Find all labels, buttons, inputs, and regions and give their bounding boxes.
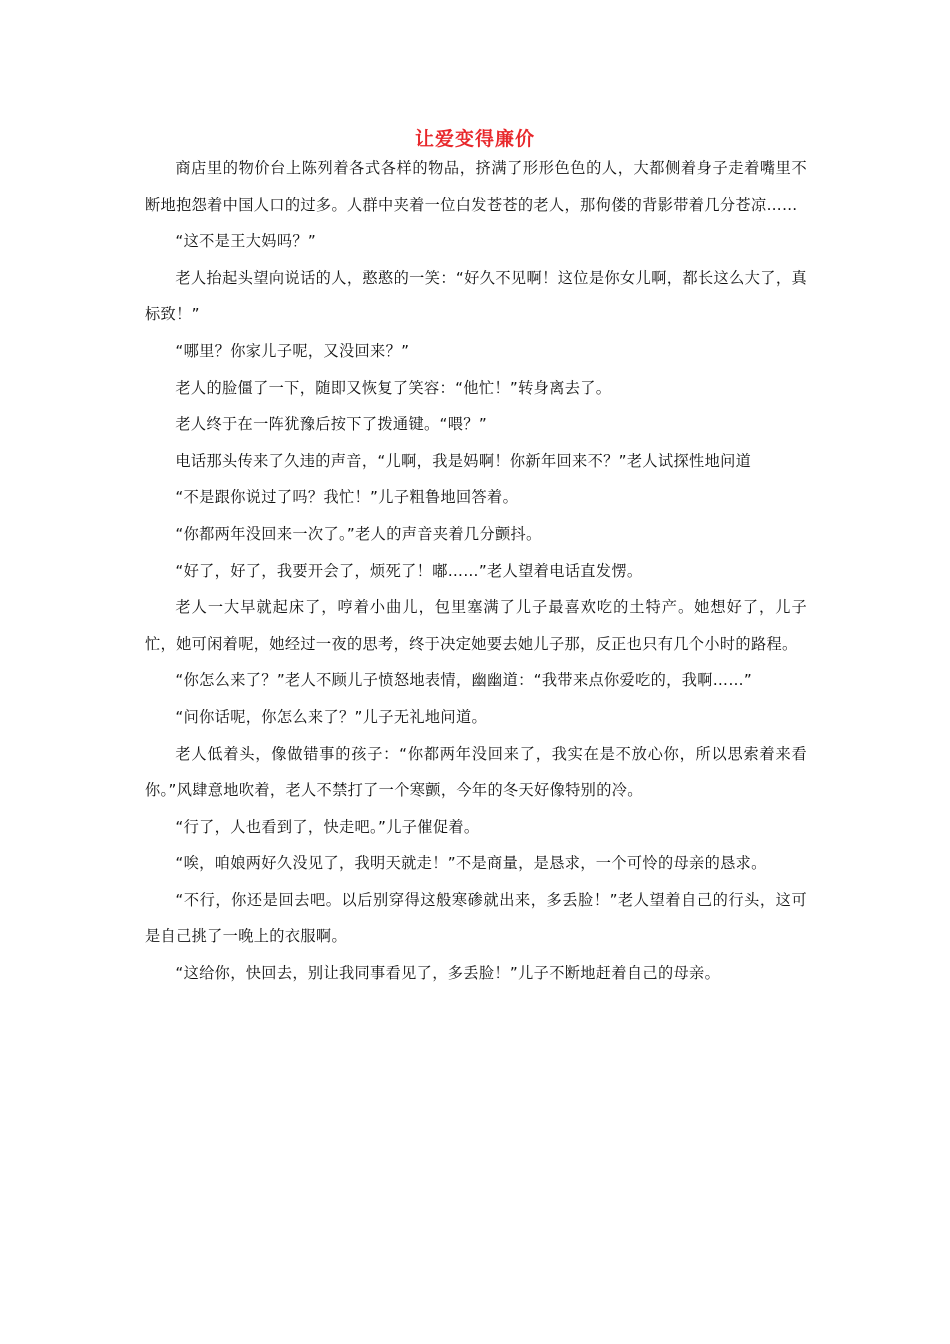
paragraph: “唉，咱娘两好久没见了，我明天就走！”不是商量，是恳求，一个可怜的母亲的恳求。	[175, 854, 767, 873]
paragraph: “不是跟你说过了吗？我忙！”儿子粗鲁地回答着。	[175, 488, 519, 507]
paragraph: 老人低着头，像做错事的孩子：“你都两年没回来了，我实在是不放心你，所以思索着来看你。”风肆意地吹着，老人不禁打了一个寒颤，今年的冬天好像特别的冷。	[145, 744, 807, 800]
paragraph: 商店里的物价台上陈列着各式各样的物品，挤满了形形色色的人，大都侧着身子走着嘴里不断地抱怨着中国人口的过多。人群中夹着一位白发苍苍的老人，那佝偻的背影带着几分苍凉……	[145, 159, 807, 214]
paragraph: “这给你，快回去，别让我同事看见了，多丢脸！”儿子不断地赶着自己的母亲。	[175, 964, 721, 983]
paragraph: 老人的脸僵了一下，随即又恢复了笑容：“他忙！”转身离去了。	[175, 378, 612, 397]
paragraph: “行了，人也看到了，快走吧。”儿子催促着。	[175, 817, 480, 836]
paragraph: “你怎么来了？”老人不顾儿子愤怒地表情，幽幽道：“我带来点你爱吃的，我啊……”	[175, 671, 753, 690]
paragraph: “问你话呢，你怎么来了？”儿子无礼地问道。	[175, 707, 488, 726]
document-body	[145, 150, 807, 992]
paragraph: “你都两年没回来一次了。”老人的声音夹着几分颤抖。	[175, 524, 542, 543]
paragraph: “不行，你还是回去吧。以后别穿得这般寒碜就出来，多丢脸！”老人望着自己的行头，这可是自己挑了一晚上的衣服啊。	[145, 890, 807, 946]
paragraph: 电话那头传来了久违的声音，“儿啊，我是妈啊！你新年回来不？”老人试探性地问道	[175, 451, 752, 470]
document-title: 让爱变得廉价	[414, 128, 535, 150]
paragraph: 老人终于在一阵犹豫后按下了拨通键。“喂？”	[175, 415, 488, 434]
paragraph: 老人一大早就起床了，哼着小曲儿，包里塞满了儿子最喜欢吃的土特产。她想好了，儿子忙，她可闲着呢，她经过一夜的思考，终于决定她要去她儿子那，反正也只有几个小时的路程。	[145, 598, 807, 653]
paragraph: “好了，好了，我要开会了，烦死了！嘟……”老人望着电话直发愣。	[175, 561, 643, 580]
paragraph: “哪里？你家儿子呢，又没回来？”	[175, 341, 410, 360]
paragraph: 老人抬起头望向说话的人，憨憨的一笑：“好久不见啊！这位是你女儿啊，都长这么大了，真标致！”	[145, 268, 807, 324]
paragraph: “这不是王大妈吗？”	[175, 232, 317, 251]
